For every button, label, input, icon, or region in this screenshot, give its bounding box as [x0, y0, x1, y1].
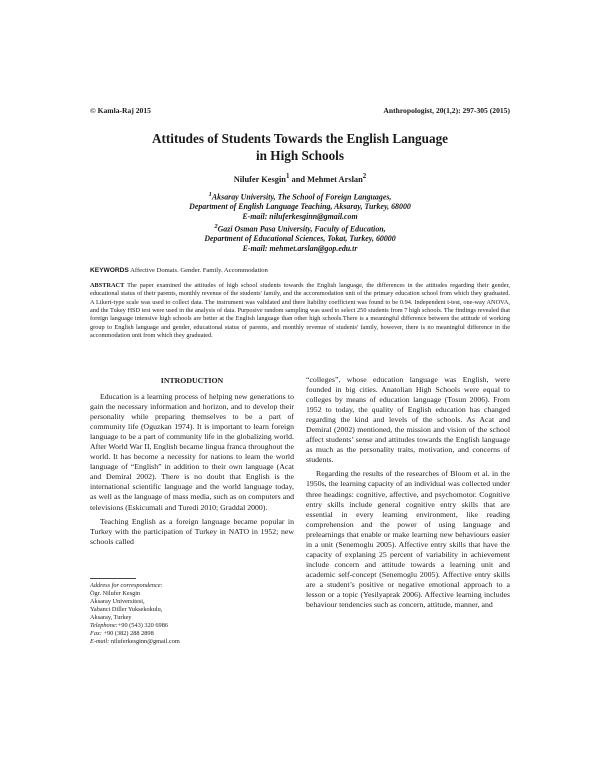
keywords [90, 267, 510, 274]
affiliation-line: Department of English Language Teaching, Aksaray, Turkey, 68000 [189, 202, 411, 212]
abstract-label: ABSTRACT [90, 282, 125, 289]
correspondence-block [90, 582, 294, 646]
author-sup-1: 1 [285, 172, 290, 180]
author-sup-2: 2 [362, 172, 367, 180]
intro-paragraph: Education is a learning process of helping new generations to gain the necessary information and horizon, and to develop their personality while preparing themselves to be a part of community life (Oguzkan 1974). It is important to learn foreign language to be a part of community life in the globalizing world. After World War II, English became lingua franca throughout the world. It has become a necessity for nations to learn the world language of “English” in addition to their own language (Acat and Demiral 2002). There is no doubt that English is the international scientific language and the world language today, as well as the language of mass media, such as on computers and televisions (Eskicumali and Turedi 2010; Graddal 2000). [90, 392, 294, 512]
author-name-2: Mehmet Arslan [307, 174, 363, 184]
right-column [306, 375, 510, 614]
correspondence-line: Yabanci Diller Yuksekokulu, [90, 605, 163, 613]
keywords-label: KEYWORDS [90, 267, 129, 274]
keywords-text: Affective Domais. Gender. Family. Accommodation [130, 267, 268, 274]
copyright-header: © Kamla-Raj 2015 [90, 106, 151, 115]
intro-paragraph: “colleges”, whose education language was English, were founded in big cities. Anatolian High Schools were equal to colleges by means of education language (Tosun 2006). From 1952 to today, the quality of English education has changed regarding the kind and levels of the schools. As Acat and Demiral (2002) mentioned, the mission and vision of the school affect students’ sense and attitudes towards the English language as much as the personality traits, motivation, and concerns of students. [306, 375, 510, 465]
affiliation-line: $^2$Gazi Osman Pasa University, Faculty of Education, [214, 223, 386, 234]
affiliation-line: Department of Educational Sciences, Tokat, Turkey, 60000 [204, 234, 396, 244]
footnote-divider [90, 578, 136, 579]
abstract-text: The paper examined the attitudes of high school students towards the English language, the differences in the attitudes regarding their gender, educational status of their parents, monthly revenue of the students' family, and the accommodation unit of the primary education school from which they graduated. A Likert-type scale was used to collect data. The instrument was validated and there liability coefficient was found to be 0.94. Independent t-test, one-way ANOVA, and the Tukey HSD test were used in the analysis of data. Purposive random sampling was used to select 250 students from 7 high schools. The findings revealed that foreign language intensive high schools are better at the English language than other high schools.There is a meaningful difference between the attitude of working group to English language and gender, educational status of parents, and monthly revenue of students' family, however, there is no meaningful difference in the accommodation unit from which they graduated. [90, 282, 511, 340]
affiliation-line: $^1$Aksaray University, The School of Foreign Languages, [208, 191, 392, 202]
intro-paragraph: Teaching English as a foreign language became popular in Turkey with the participation of Turkey in NATO in 1952; new schools called [90, 516, 294, 546]
affiliation-email-2: E-mail: mehmet.arslan@gop.edu.tr [242, 244, 358, 254]
correspondence-fax: Fax: +90 (382) 288 2898 [90, 629, 154, 637]
abstract [90, 282, 510, 340]
correspondence-line: Aksaray Universitesi, [90, 597, 145, 605]
correspondence-line: Aksaray, Turkey [90, 613, 132, 621]
correspondence-label: Address for correspondence: [90, 582, 163, 589]
author-line [150, 172, 450, 184]
correspondence-email: E-mail: niluferkesginn@gmail.com [90, 637, 180, 645]
introduction-heading: INTRODUCTION [160, 376, 224, 385]
paper-title: Attitudes of Students Towards the English Language in High Schools [151, 131, 449, 163]
left-column [90, 392, 294, 551]
author-name-1: Nilufer Kesgin [233, 174, 286, 184]
correspondence-line: Ögr. Nilufer Kesgin [90, 589, 141, 597]
affiliation-email-1: E-mail: niluferkesginn@gmail.com [242, 212, 358, 222]
journal-citation-header: Anthropologist, 20(1,2): 297-305 (2015) [383, 106, 510, 115]
correspondence-telephone: Telephone:+90 (543) 320 6986 [90, 621, 168, 629]
intro-paragraph: Regarding the results of the researches of Bloom et al. in the 1950s, the learning capacity of an individual was collected under three headings: cognitive, affective, and psychomotor. Cognitive entry skills include general cognitive entry skills that are essential in every learning environment, like reading comprehension and the power of using language and prelearnings that enable or make learning new behaviours easier in a unit (Senemoglu 2005). Affective entry skills that have the capacity of explaning 25 percent of variability in achievement include concern and attitude towards a learning unit and academic self-concept (Senemoglu 2005). Affective entry skills are a student’s positive or negative emotional approach to a lesson or a topic (Yesilyaprak 2006). Affective learning includes behaviour tendencies such as concern, attitude, manner, and [306, 469, 510, 610]
author-and: and [291, 174, 306, 184]
affiliations [120, 190, 480, 254]
